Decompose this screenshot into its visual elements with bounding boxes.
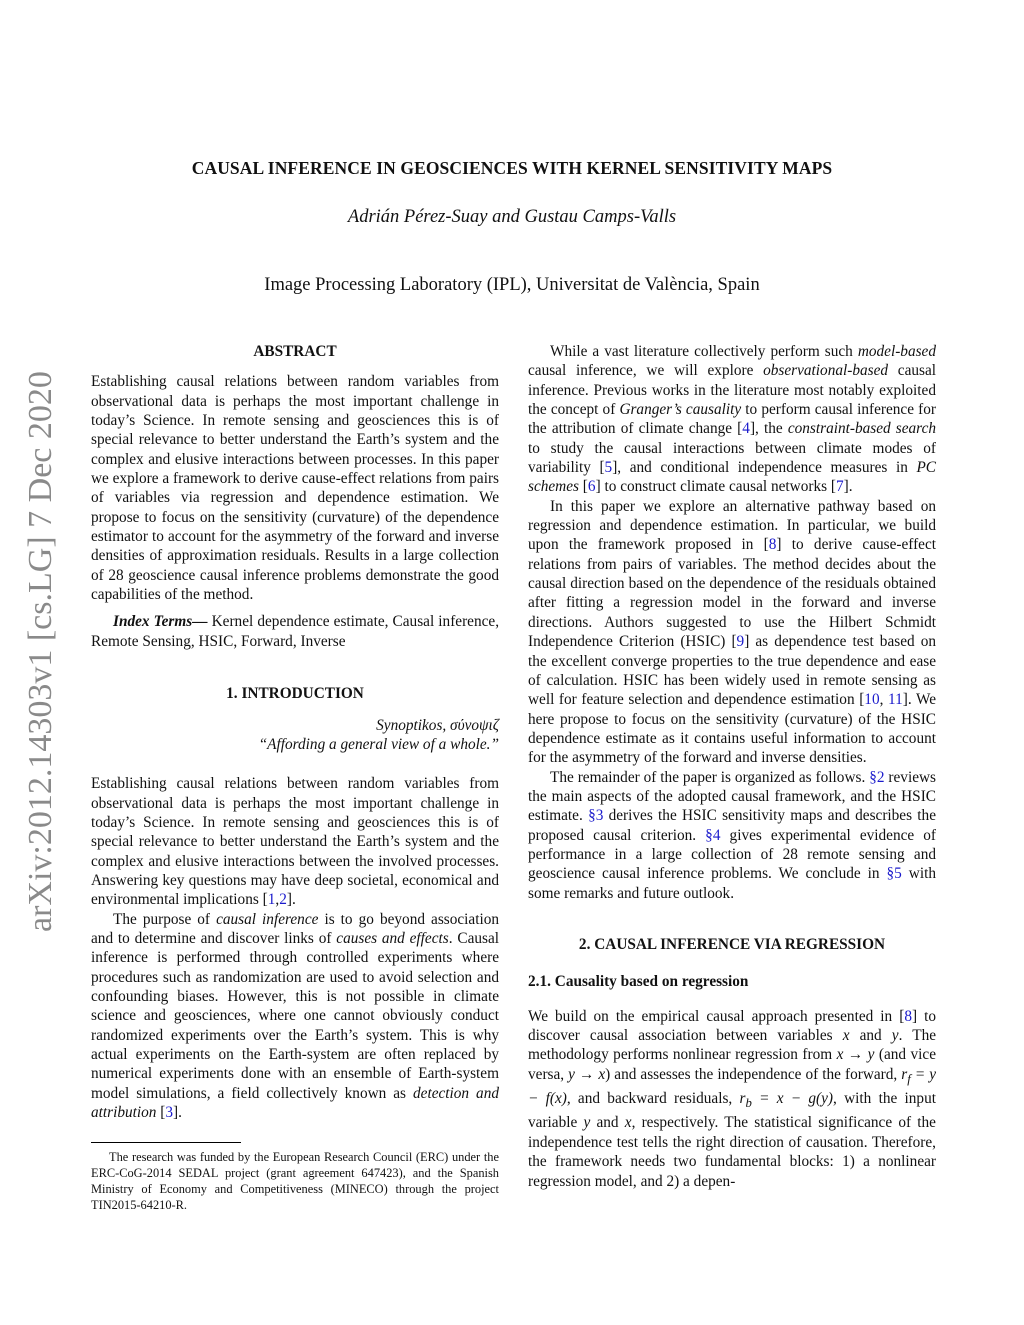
subsection-2-1-heading: 2.1. Causality based on regression: [528, 973, 749, 991]
r-p2-a: In this paper we explore an alternative pathway based on regression and dependence estimation. In particular, we build upon the framework proposed in [: [528, 497, 936, 554]
r-p4-f: ) and assesses the independence of the forward,: [605, 1065, 902, 1083]
intro-p1-text: Establishing causal relations between random variables from observational data is perhaps the most important challenge in today’s Science. In remote sensing and geosciences this is of special relevance to better understand the Earth’s system and the complex and elusive interactions between the involved processes. Answering key questions may have deep societal, economical and environmental implications [: [91, 775, 499, 909]
r-p3-a: The remainder of the paper is organized as follows.: [550, 768, 870, 786]
math-y: y: [891, 1027, 899, 1044]
intro-p2-end: ].: [173, 1104, 182, 1122]
r-p1-j: ].: [843, 478, 853, 496]
section-2-heading: 2. CAUSAL INFERENCE VIA REGRESSION: [578, 935, 886, 953]
r-p1-em-model-based: model-based: [857, 343, 936, 360]
right-paragraph-3: [528, 768, 936, 903]
math-r: r: [901, 1065, 908, 1083]
section-link-2[interactable]: §2: [869, 768, 885, 786]
math-sub-b: b: [745, 1096, 752, 1111]
footnote-rule: [91, 1142, 241, 1143]
r-p1-e: ], the: [749, 420, 788, 438]
citation-8[interactable]: 8: [768, 536, 777, 554]
math-x: x: [842, 1027, 850, 1044]
funding-footnote: The research was funded by the European Research Council (ERC) under the ERC-CoG-2014 SEDAL project (grant agreement 647423), and the Spanish Ministry of Economy and Competitiveness (MINECO) through the project TIN2015-64210-R.: [91, 1150, 499, 1213]
citation-6[interactable]: 6: [587, 478, 596, 496]
r-p1-i: ] to construct climate causal networks [: [595, 478, 836, 496]
r-p1-d: to perform causal inference for the attribution of climate change [: [528, 401, 936, 438]
r-p1-h: [: [578, 478, 588, 496]
intro-p2-a: The purpose of: [113, 910, 217, 928]
right-column: [528, 342, 936, 1191]
r-p4-a: We build on the empirical causal approach presented in [: [528, 1007, 905, 1025]
citation-5[interactable]: 5: [604, 459, 613, 477]
r-p1-b: causal inference, we will explore: [528, 362, 764, 380]
r-p4-b: ] to discover causal association between variables: [528, 1007, 936, 1044]
section-link-5[interactable]: §5: [886, 865, 902, 883]
r-p2-sep: ,: [879, 691, 889, 709]
citation-2[interactable]: 2: [279, 891, 287, 909]
paper-affiliation: Image Processing Laboratory (IPL), Universitat de València, Spain: [264, 275, 760, 295]
intro-p2-em-causal-inference: causal inference: [216, 910, 319, 928]
math-y-to-x: y → x: [568, 1065, 606, 1083]
paper-authors: Adrián Pérez-Suay and Gustau Camps-Valls: [347, 207, 677, 227]
math-sub-f: f: [907, 1071, 911, 1086]
intro-p2-c: . Causal inference is performed through controlled experiments where procedures such as randomization are used to avoid selection and confounding biases. However, this is not possible in climate science and geosciences, where one cannot obviously conduct randomized experiments over the Earth’s system. This is why actual experiments on the Earth-system are often replaced by numerical experiments done with an ensemble of Earth-system model simulations, a field collectively known as: [91, 929, 499, 1102]
citation-separator: ,: [275, 891, 280, 909]
r-p4-g: , and backward residuals,: [566, 1090, 740, 1108]
abstract-heading: ABSTRACT: [253, 343, 337, 360]
r-p3-b: reviews the main aspects of the adopted causal framework, and the HSIC estimate.: [528, 768, 936, 825]
citation-8b[interactable]: 8: [904, 1007, 912, 1025]
math-y-2: y: [583, 1114, 591, 1132]
intro-p1-end: ].: [286, 891, 296, 909]
r-p1-em-granger: Granger’s causality: [619, 401, 742, 419]
citation-11[interactable]: 11: [888, 691, 903, 709]
index-terms-label: Index Terms—: [113, 613, 208, 631]
r-p1-em-constraint: constraint-based search: [787, 420, 937, 438]
right-paragraph-4: [528, 1007, 936, 1191]
r-p3-c: derives the HSIC sensitivity maps and describes the proposed causal criterion.: [528, 807, 936, 844]
math-x-2: x: [624, 1114, 632, 1132]
math-forward-residual: = y − f(x): [528, 1065, 937, 1108]
abstract-text: Establishing causal relations between random variables from observational data is perhaps the most important challenge in today’s Science. In remote sensing and geosciences this is of special relevance to better understand the Earth’s system and the complex and elusive interactions between processes. In this paper we explore a framework to derive cause-effect relations from pairs of variables via regression and dependence estimation. We propose to focus on the sensitivity (curvature) of the dependence estimator to account for the asymmetry of the forward and inverse densities of approximation residuals. Results in a large collection of 28 geoscience causal inference problems demonstrate the good capabilities of the method.: [91, 373, 499, 604]
r-p3-e: with some remarks and future outlook.: [528, 865, 936, 902]
right-paragraph-2: [528, 497, 936, 768]
citation-4[interactable]: 4: [742, 420, 750, 438]
left-column: [91, 342, 499, 1213]
citation-1[interactable]: 1: [267, 891, 276, 909]
r-p4-h: , with the input variable: [528, 1090, 936, 1132]
section-link-3[interactable]: §3: [588, 807, 604, 825]
arxiv-identifier: arXiv:2012.14303v1 [cs.LG] 7 Dec 2020: [22, 371, 59, 933]
section-link-4[interactable]: §4: [705, 826, 721, 844]
right-paragraph-1: [528, 342, 936, 497]
citation-7[interactable]: 7: [835, 478, 844, 496]
r-p2-d: ]. We here propose to focus on the sensitivity (curvature) of the HSIC dependence estimate as it contains useful information to account for the asymmetry of the forward and inverse densities.: [528, 691, 937, 767]
r-p1-em-pc-schemes: PC schemes: [528, 459, 936, 496]
r-p2-c: ] as dependence test based on the excellent converge properties to the true dependence and ease of calculation. HSIC has been widely used in remote sensing as well for feature selection and dependence estimation [: [528, 633, 937, 709]
r-p4-d: . The methodology performs nonlinear regression from: [528, 1027, 937, 1064]
r-p1-em-observational: observational-based: [763, 362, 889, 380]
index-terms-text: Kernel dependence estimate, Causal inference, Remote Sensing, HSIC, Forward, Inverse: [91, 613, 500, 650]
index-terms: [91, 612, 499, 651]
r-p1-a: While a vast literature collectively perform such: [550, 343, 858, 360]
epigraph-line-1: Synoptikos, σύνοψιζ: [376, 716, 499, 734]
citation-10[interactable]: 10: [864, 691, 880, 709]
epigraph-line-2: “Affording a general view of a whole.”: [258, 735, 499, 753]
r-p3-d: gives experimental evidence of performance in a large collection of 28 remote sensing and geoscience causal inference problems. We conclude in: [528, 826, 936, 883]
math-backward-residual: = x − g(y): [751, 1090, 833, 1108]
r-p2-b: ] to derive cause-effect relations from pairs of variables. The method decides about the causal direction based on the dependence of the residuals obtained after fitting a regression model in the forward and inverse directions. Authors suggested to use the Hilbert Schmidt Independence Criterion (HSIC) [: [528, 536, 937, 651]
intro-paragraph-1: [91, 774, 499, 909]
intro-p2-em-causes-effects: causes and effects: [336, 929, 449, 947]
r-p1-g: ], and conditional independence measures in: [612, 459, 917, 477]
introduction-heading: 1. INTRODUCTION: [226, 685, 364, 703]
r-p4-c: and: [849, 1027, 892, 1044]
intro-p2-em-detection: detection and attribution: [91, 1084, 499, 1122]
citation-9[interactable]: 9: [736, 633, 745, 651]
math-r-b: r: [739, 1090, 746, 1108]
r-p4-e: (and vice versa,: [528, 1046, 936, 1083]
intro-paragraph-2: [91, 910, 499, 1123]
r-p1-c: causal inference. Previous works in the literature most notably exploited the concept of: [528, 362, 937, 419]
r-p4-i: and: [590, 1114, 625, 1132]
citation-3[interactable]: 3: [165, 1104, 174, 1122]
intro-p2-b: is to go beyond association and to determine and discover links of: [91, 910, 499, 947]
math-x-to-y: x → y: [836, 1046, 875, 1064]
paper-title: CAUSAL INFERENCE IN GEOSCIENCES WITH KERNEL SENSITIVITY MAPS: [191, 158, 833, 178]
intro-p2-d: [: [156, 1104, 166, 1122]
r-p1-f: to study the causal interactions between climate modes of variability [: [528, 439, 936, 477]
r-p4-j: , respectively. The statistical significance of the independence test tells the right direction of causation. Therefore, the framework needs two fundamental blocks: 1) a nonlinear regression model, and 2) a depen-: [528, 1114, 936, 1190]
